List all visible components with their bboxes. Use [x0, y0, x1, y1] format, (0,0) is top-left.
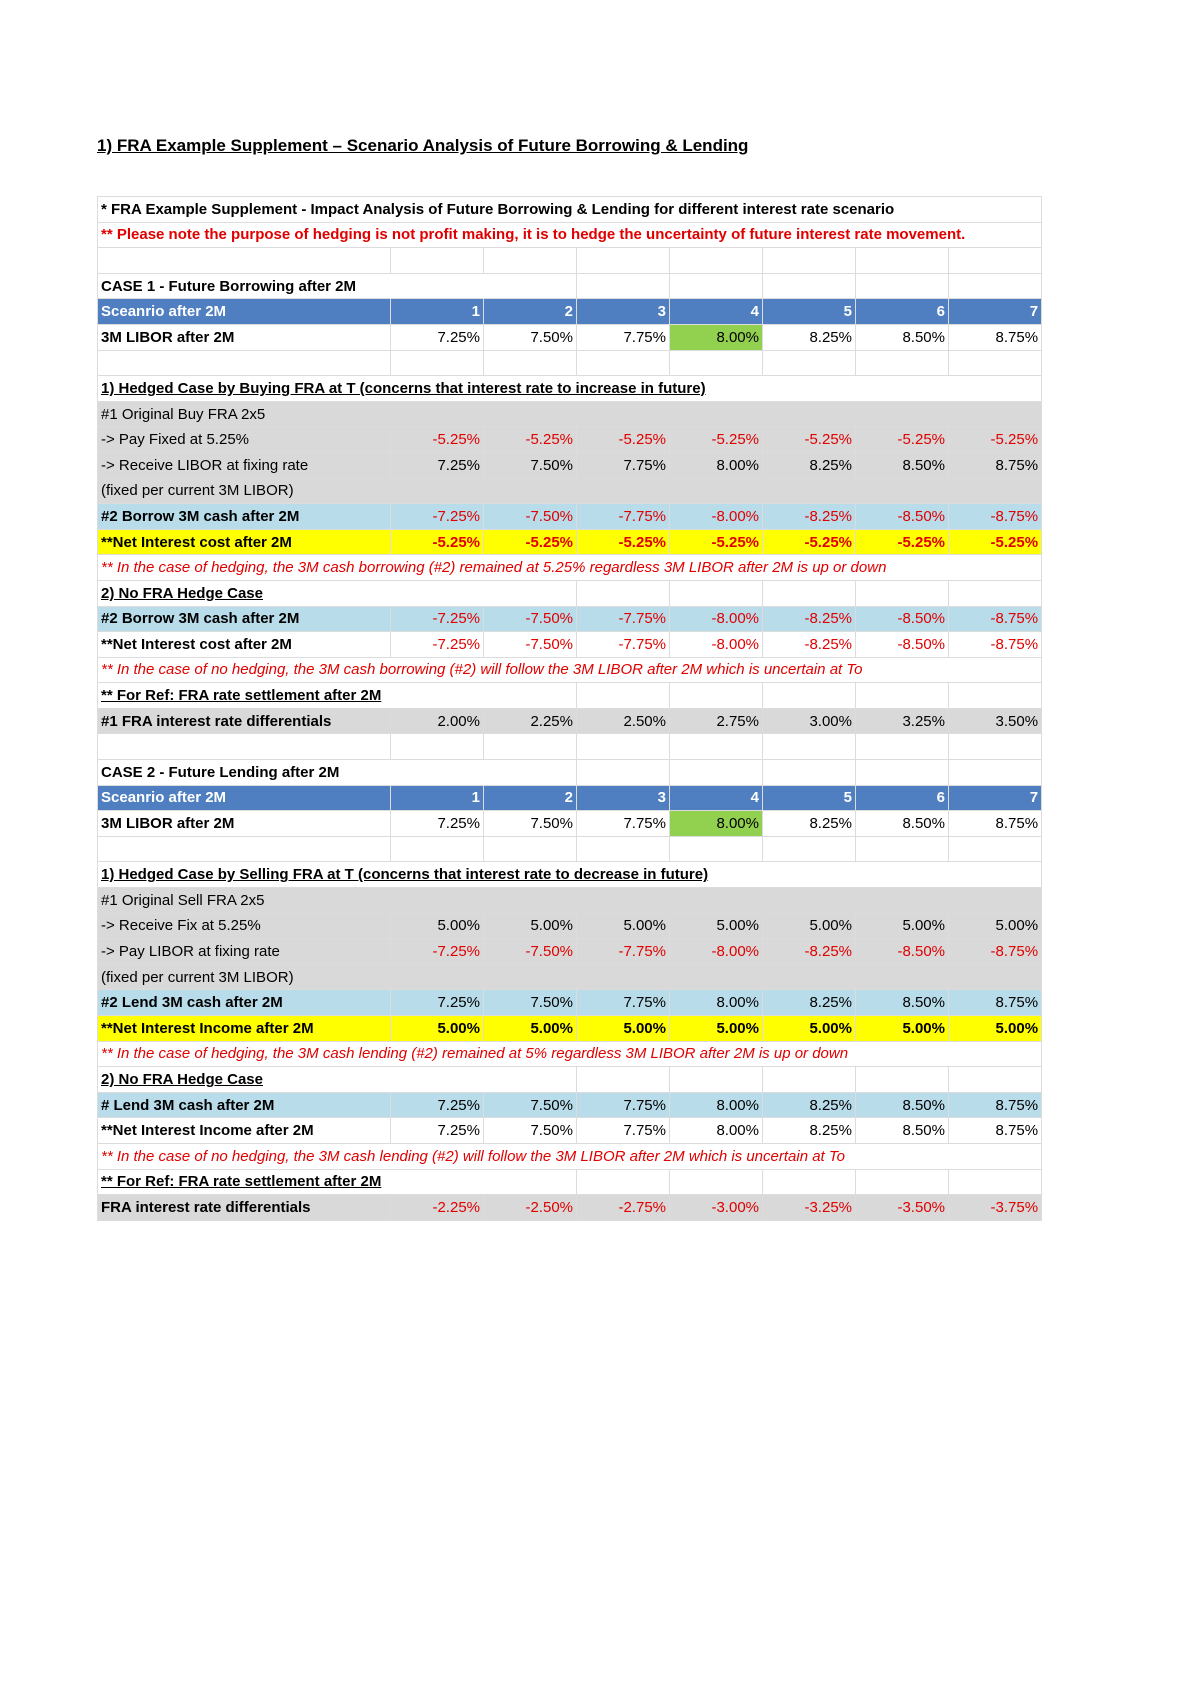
ref-row-value[interactable]: 2.25%: [484, 708, 577, 734]
pay-libor-row-value[interactable]: -8.00%: [670, 939, 763, 965]
empty-cell[interactable]: [670, 683, 763, 709]
empty-cell[interactable]: [391, 248, 484, 274]
empty-cell[interactable]: [763, 580, 856, 606]
original-fra-label[interactable]: #1 Original Sell FRA 2x5: [98, 888, 1042, 914]
scenario-header-value[interactable]: 6: [856, 299, 949, 325]
intro-warning: [98, 222, 1042, 248]
nohedge-net-row-value[interactable]: 7.25%: [391, 1118, 484, 1144]
nohedge-net-row-value[interactable]: -8.75%: [949, 632, 1042, 658]
borrow-row-value[interactable]: -7.50%: [484, 504, 577, 530]
scenario-table: [97, 196, 1042, 1221]
empty-cell[interactable]: [763, 1067, 856, 1093]
empty-cell[interactable]: [670, 734, 763, 760]
net-row: [98, 1016, 1042, 1042]
empty-cell[interactable]: [856, 734, 949, 760]
empty-cell[interactable]: [949, 760, 1042, 786]
spreadsheet: [97, 196, 1041, 1221]
scenario-header: [98, 785, 1042, 811]
net-row-value[interactable]: -5.25%: [577, 529, 670, 555]
scenario-header-value[interactable]: 5: [763, 299, 856, 325]
empty-cell[interactable]: [670, 273, 763, 299]
receive-fix-row-label[interactable]: -> Receive Fix at 5.25%: [98, 913, 391, 939]
receive-fix-row: [98, 913, 1042, 939]
intro-warning-label[interactable]: ** Please note the purpose of hedging is not profit making, it is to hedge the uncertainty of future interest rate movement.: [98, 222, 1042, 248]
scenario-header-label[interactable]: Sceanrio after 2M: [98, 299, 391, 325]
scenario-header-value[interactable]: 7: [949, 785, 1042, 811]
receive-libor-row-value[interactable]: 8.25%: [763, 452, 856, 478]
empty-cell[interactable]: [670, 836, 763, 862]
libor-row-value[interactable]: 7.50%: [484, 324, 577, 350]
net-row-value[interactable]: -5.25%: [670, 529, 763, 555]
empty-cell[interactable]: [98, 248, 391, 274]
nohedge-net-row-label[interactable]: **Net Interest Income after 2M: [98, 1118, 391, 1144]
pay-libor-row-value[interactable]: -8.75%: [949, 939, 1042, 965]
empty-cell[interactable]: [670, 350, 763, 376]
pay-libor-row: [98, 939, 1042, 965]
empty-cell[interactable]: [856, 350, 949, 376]
empty-cell[interactable]: [577, 1169, 670, 1195]
scenario-header: [98, 299, 1042, 325]
pay-libor-row-label[interactable]: -> Pay LIBOR at fixing rate: [98, 939, 391, 965]
scenario-header-value[interactable]: 4: [670, 785, 763, 811]
receive-fix-row-value[interactable]: 5.00%: [856, 913, 949, 939]
receive-fix-row-value[interactable]: 5.00%: [670, 913, 763, 939]
libor-row: [98, 324, 1042, 350]
nohedge-borrow-row-value[interactable]: -8.50%: [856, 606, 949, 632]
empty-row: [98, 836, 1042, 862]
intro-heading-label[interactable]: * FRA Example Supplement - Impact Analysis of Future Borrowing & Lending for different interest rate scenario: [98, 197, 1042, 223]
empty-cell[interactable]: [949, 1169, 1042, 1195]
receive-libor-row-value[interactable]: 7.50%: [484, 452, 577, 478]
pay-fixed-row-value[interactable]: -5.25%: [670, 427, 763, 453]
case-label-label[interactable]: CASE 2 - Future Lending after 2M: [98, 760, 577, 786]
scenario-header-value[interactable]: 6: [856, 785, 949, 811]
empty-cell[interactable]: [856, 760, 949, 786]
libor-row-value[interactable]: 8.25%: [763, 324, 856, 350]
nohedge-net-row: [98, 1118, 1042, 1144]
receive-libor-row-value[interactable]: 7.75%: [577, 452, 670, 478]
nohedge-lend-row-value[interactable]: 8.00%: [670, 1092, 763, 1118]
libor-row-label[interactable]: 3M LIBOR after 2M: [98, 324, 391, 350]
net-row-value[interactable]: -5.25%: [391, 529, 484, 555]
empty-cell[interactable]: [577, 273, 670, 299]
nohedge-lend-row-value[interactable]: 8.75%: [949, 1092, 1042, 1118]
empty-cell[interactable]: [856, 580, 949, 606]
empty-cell[interactable]: [856, 836, 949, 862]
lend-row-value[interactable]: 7.25%: [391, 990, 484, 1016]
hedged-note: [98, 555, 1042, 581]
empty-cell[interactable]: [484, 350, 577, 376]
empty-cell[interactable]: [949, 683, 1042, 709]
libor-row-value[interactable]: 7.75%: [577, 324, 670, 350]
intro-heading: [98, 197, 1042, 223]
ref-title: [98, 683, 1042, 709]
ref-row-value[interactable]: -3.25%: [763, 1195, 856, 1221]
nohedge-borrow-row-value[interactable]: -7.50%: [484, 606, 577, 632]
net-row-label[interactable]: **Net Interest cost after 2M: [98, 529, 391, 555]
empty-cell[interactable]: [949, 1067, 1042, 1093]
receive-fix-row-value[interactable]: 5.00%: [391, 913, 484, 939]
empty-row: [98, 734, 1042, 760]
scenario-header-value[interactable]: 7: [949, 299, 1042, 325]
nohedge-net-row-value[interactable]: 8.75%: [949, 1118, 1042, 1144]
nohedge-net-row-value[interactable]: 7.75%: [577, 1118, 670, 1144]
receive-fix-row-value[interactable]: 5.00%: [949, 913, 1042, 939]
nohedge-title: [98, 1067, 1042, 1093]
nohedge-net-row-value[interactable]: 8.50%: [856, 1118, 949, 1144]
net-row-value[interactable]: 5.00%: [763, 1016, 856, 1042]
empty-cell[interactable]: [484, 734, 577, 760]
borrow-row-value[interactable]: -8.00%: [670, 504, 763, 530]
case-label: [98, 760, 1042, 786]
empty-cell[interactable]: [670, 1067, 763, 1093]
ref-title-label[interactable]: ** For Ref: FRA rate settlement after 2M: [98, 1169, 577, 1195]
case-label-label[interactable]: CASE 1 - Future Borrowing after 2M: [98, 273, 577, 299]
ref-row-value[interactable]: -3.75%: [949, 1195, 1042, 1221]
hedged-title-label[interactable]: 1) Hedged Case by Buying FRA at T (concerns that interest rate to increase in future): [98, 376, 1042, 402]
empty-cell[interactable]: [949, 836, 1042, 862]
empty-cell[interactable]: [98, 350, 391, 376]
empty-cell[interactable]: [856, 248, 949, 274]
page-title: 1) FRA Example Supplement – Scenario Analysis of Future Borrowing & Lending: [97, 136, 749, 155]
net-row-value[interactable]: 5.00%: [484, 1016, 577, 1042]
scenario-header-value[interactable]: 1: [391, 299, 484, 325]
ref-row: [98, 1195, 1042, 1221]
receive-libor-row-value[interactable]: 7.25%: [391, 452, 484, 478]
nohedge-title-label[interactable]: 2) No FRA Hedge Case: [98, 1067, 577, 1093]
nohedge-borrow-row: [98, 606, 1042, 632]
nohedge-title: [98, 580, 1042, 606]
pay-fixed-row: [98, 427, 1042, 453]
pay-libor-row-value[interactable]: -7.25%: [391, 939, 484, 965]
libor-row-value[interactable]: 8.75%: [949, 811, 1042, 837]
empty-cell[interactable]: [763, 683, 856, 709]
empty-row: [98, 350, 1042, 376]
libor-row-value[interactable]: 7.75%: [577, 811, 670, 837]
ref-row-value[interactable]: 2.00%: [391, 708, 484, 734]
libor-row: [98, 811, 1042, 837]
ref-row-value[interactable]: -2.75%: [577, 1195, 670, 1221]
fixed-note-label[interactable]: (fixed per current 3M LIBOR): [98, 964, 1042, 990]
pay-fixed-row-value[interactable]: -5.25%: [763, 427, 856, 453]
nohedge-lend-row-value[interactable]: 8.25%: [763, 1092, 856, 1118]
empty-cell[interactable]: [949, 350, 1042, 376]
original-fra: [98, 401, 1042, 427]
ref-row-value[interactable]: 2.75%: [670, 708, 763, 734]
libor-row-value[interactable]: 8.50%: [856, 811, 949, 837]
empty-cell[interactable]: [98, 836, 391, 862]
fixed-note: [98, 964, 1042, 990]
hedged-title: [98, 862, 1042, 888]
nohedge-net-row-value[interactable]: -8.00%: [670, 632, 763, 658]
nohedge-net-row-value[interactable]: -7.75%: [577, 632, 670, 658]
libor-row-value[interactable]: 7.25%: [391, 324, 484, 350]
lend-row-value[interactable]: 7.50%: [484, 990, 577, 1016]
net-row-label[interactable]: **Net Interest Income after 2M: [98, 1016, 391, 1042]
empty-cell[interactable]: [577, 683, 670, 709]
empty-cell[interactable]: [670, 1169, 763, 1195]
ref-row-label[interactable]: FRA interest rate differentials: [98, 1195, 391, 1221]
nohedge-note: [98, 657, 1042, 683]
empty-cell[interactable]: [763, 760, 856, 786]
empty-cell[interactable]: [577, 580, 670, 606]
borrow-row-value[interactable]: -8.50%: [856, 504, 949, 530]
empty-cell[interactable]: [577, 760, 670, 786]
empty-cell[interactable]: [577, 248, 670, 274]
nohedge-net-row-label[interactable]: **Net Interest cost after 2M: [98, 632, 391, 658]
empty-row: [98, 248, 1042, 274]
nohedge-title-label[interactable]: 2) No FRA Hedge Case: [98, 580, 577, 606]
empty-cell[interactable]: [856, 1169, 949, 1195]
nohedge-lend-row-value[interactable]: 8.50%: [856, 1092, 949, 1118]
case-label: [98, 273, 1042, 299]
scenario-header-value[interactable]: 1: [391, 785, 484, 811]
empty-cell[interactable]: [763, 248, 856, 274]
borrow-row: [98, 504, 1042, 530]
libor-row-value[interactable]: 8.50%: [856, 324, 949, 350]
libor-row-value[interactable]: 8.00%: [670, 324, 763, 350]
net-row-value[interactable]: -5.25%: [484, 529, 577, 555]
ref-row-value[interactable]: 3.50%: [949, 708, 1042, 734]
receive-libor-row-value[interactable]: 8.50%: [856, 452, 949, 478]
receive-libor-row-value[interactable]: 8.75%: [949, 452, 1042, 478]
nohedge-net-row-value[interactable]: 8.25%: [763, 1118, 856, 1144]
ref-row-value[interactable]: 3.00%: [763, 708, 856, 734]
empty-cell[interactable]: [484, 836, 577, 862]
scenario-header-value[interactable]: 4: [670, 299, 763, 325]
ref-row-value[interactable]: 2.50%: [577, 708, 670, 734]
nohedge-borrow-row-label[interactable]: #2 Borrow 3M cash after 2M: [98, 606, 391, 632]
pay-fixed-row-label[interactable]: -> Pay Fixed at 5.25%: [98, 427, 391, 453]
empty-cell[interactable]: [98, 734, 391, 760]
ref-row: [98, 708, 1042, 734]
empty-cell[interactable]: [856, 1067, 949, 1093]
net-row: [98, 529, 1042, 555]
empty-cell[interactable]: [391, 836, 484, 862]
pay-libor-row-value[interactable]: -7.50%: [484, 939, 577, 965]
lend-row-label[interactable]: #2 Lend 3M cash after 2M: [98, 990, 391, 1016]
scenario-header-value[interactable]: 2: [484, 299, 577, 325]
empty-cell[interactable]: [484, 248, 577, 274]
ref-row-value[interactable]: 3.25%: [856, 708, 949, 734]
scenario-header-value[interactable]: 3: [577, 785, 670, 811]
receive-fix-row-value[interactable]: 5.00%: [484, 913, 577, 939]
ref-row-value[interactable]: -2.25%: [391, 1195, 484, 1221]
net-row-value[interactable]: 5.00%: [577, 1016, 670, 1042]
empty-cell[interactable]: [949, 273, 1042, 299]
pay-fixed-row-value[interactable]: -5.25%: [949, 427, 1042, 453]
net-row-value[interactable]: -5.25%: [763, 529, 856, 555]
receive-libor-row-value[interactable]: 8.00%: [670, 452, 763, 478]
net-row-value[interactable]: 5.00%: [949, 1016, 1042, 1042]
nohedge-lend-row-value[interactable]: 7.25%: [391, 1092, 484, 1118]
empty-cell[interactable]: [670, 580, 763, 606]
pay-libor-row-value[interactable]: -8.50%: [856, 939, 949, 965]
borrow-row-label[interactable]: #2 Borrow 3M cash after 2M: [98, 504, 391, 530]
receive-libor-row: [98, 452, 1042, 478]
hedged-title-label[interactable]: 1) Hedged Case by Selling FRA at T (concerns that interest rate to decrease in future): [98, 862, 1042, 888]
pay-fixed-row-value[interactable]: -5.25%: [577, 427, 670, 453]
ref-row-label[interactable]: #1 FRA interest rate differentials: [98, 708, 391, 734]
empty-cell[interactable]: [670, 760, 763, 786]
empty-cell[interactable]: [763, 1169, 856, 1195]
ref-row-value[interactable]: -2.50%: [484, 1195, 577, 1221]
lend-row-value[interactable]: 7.75%: [577, 990, 670, 1016]
net-row-value[interactable]: 5.00%: [670, 1016, 763, 1042]
original-fra-label[interactable]: #1 Original Buy FRA 2x5: [98, 401, 1042, 427]
scenario-header-value[interactable]: 3: [577, 299, 670, 325]
borrow-row-value[interactable]: -7.75%: [577, 504, 670, 530]
empty-cell[interactable]: [577, 836, 670, 862]
libor-row-value[interactable]: 7.25%: [391, 811, 484, 837]
borrow-row-value[interactable]: -8.25%: [763, 504, 856, 530]
empty-cell[interactable]: [763, 350, 856, 376]
empty-cell[interactable]: [763, 836, 856, 862]
nohedge-net-row-value[interactable]: 8.00%: [670, 1118, 763, 1144]
empty-cell[interactable]: [856, 273, 949, 299]
nohedge-net-row-value[interactable]: -7.25%: [391, 632, 484, 658]
pay-libor-row-value[interactable]: -8.25%: [763, 939, 856, 965]
nohedge-borrow-row-value[interactable]: -8.00%: [670, 606, 763, 632]
hedged-note-label[interactable]: ** In the case of hedging, the 3M cash lending (#2) remained at 5% regardless 3M LIBOR after 2M is up or down: [98, 1041, 1042, 1067]
ref-row-value[interactable]: -3.00%: [670, 1195, 763, 1221]
pay-fixed-row-value[interactable]: -5.25%: [484, 427, 577, 453]
nohedge-lend-row-label[interactable]: # Lend 3M cash after 2M: [98, 1092, 391, 1118]
empty-cell[interactable]: [949, 248, 1042, 274]
libor-row-value[interactable]: 8.25%: [763, 811, 856, 837]
nohedge-note-label[interactable]: ** In the case of no hedging, the 3M cash lending (#2) will follow the 3M LIBOR after 2M which is uncertain at To: [98, 1143, 1042, 1169]
lend-row-value[interactable]: 8.50%: [856, 990, 949, 1016]
empty-cell[interactable]: [391, 350, 484, 376]
net-row-value[interactable]: 5.00%: [856, 1016, 949, 1042]
nohedge-borrow-row-value[interactable]: -7.25%: [391, 606, 484, 632]
net-row-value[interactable]: -5.25%: [856, 529, 949, 555]
nohedge-borrow-row-value[interactable]: -7.75%: [577, 606, 670, 632]
fixed-note-label[interactable]: (fixed per current 3M LIBOR): [98, 478, 1042, 504]
scenario-header-value[interactable]: 2: [484, 785, 577, 811]
empty-cell[interactable]: [670, 248, 763, 274]
empty-cell[interactable]: [391, 734, 484, 760]
empty-cell[interactable]: [949, 580, 1042, 606]
nohedge-net-row-value[interactable]: -8.25%: [763, 632, 856, 658]
empty-cell[interactable]: [577, 734, 670, 760]
ref-title: [98, 1169, 1042, 1195]
receive-fix-row-value[interactable]: 5.00%: [577, 913, 670, 939]
libor-row-value[interactable]: 8.00%: [670, 811, 763, 837]
libor-row-value[interactable]: 8.75%: [949, 324, 1042, 350]
borrow-row-value[interactable]: -7.25%: [391, 504, 484, 530]
net-row-value[interactable]: 5.00%: [391, 1016, 484, 1042]
borrow-row-value[interactable]: -8.75%: [949, 504, 1042, 530]
lend-row: [98, 990, 1042, 1016]
nohedge-borrow-row-value[interactable]: -8.75%: [949, 606, 1042, 632]
empty-cell[interactable]: [856, 683, 949, 709]
nohedge-net-row: [98, 632, 1042, 658]
original-fra: [98, 888, 1042, 914]
nohedge-lend-row: [98, 1092, 1042, 1118]
hedged-note: [98, 1041, 1042, 1067]
pay-fixed-row-value[interactable]: -5.25%: [856, 427, 949, 453]
nohedge-lend-row-value[interactable]: 7.50%: [484, 1092, 577, 1118]
empty-cell[interactable]: [577, 1067, 670, 1093]
empty-cell[interactable]: [763, 734, 856, 760]
nohedge-lend-row-value[interactable]: 7.75%: [577, 1092, 670, 1118]
hedged-title: [98, 376, 1042, 402]
lend-row-value[interactable]: 8.25%: [763, 990, 856, 1016]
ref-row-value[interactable]: -3.50%: [856, 1195, 949, 1221]
scenario-header-value[interactable]: 5: [763, 785, 856, 811]
libor-row-label[interactable]: 3M LIBOR after 2M: [98, 811, 391, 837]
empty-cell[interactable]: [949, 734, 1042, 760]
nohedge-borrow-row-value[interactable]: -8.25%: [763, 606, 856, 632]
nohedge-net-row-value[interactable]: -7.50%: [484, 632, 577, 658]
receive-fix-row-value[interactable]: 5.00%: [763, 913, 856, 939]
lend-row-value[interactable]: 8.75%: [949, 990, 1042, 1016]
scenario-header-label[interactable]: Sceanrio after 2M: [98, 785, 391, 811]
libor-row-value[interactable]: 7.50%: [484, 811, 577, 837]
empty-cell[interactable]: [577, 350, 670, 376]
fixed-note: [98, 478, 1042, 504]
hedged-note-label[interactable]: ** In the case of hedging, the 3M cash borrowing (#2) remained at 5.25% regardless 3M LIBOR after 2M is up or down: [98, 555, 1042, 581]
pay-fixed-row-value[interactable]: -5.25%: [391, 427, 484, 453]
nohedge-note-label[interactable]: ** In the case of no hedging, the 3M cash borrowing (#2) will follow the 3M LIBOR after 2M which is uncertain at To: [98, 657, 1042, 683]
nohedge-net-row-value[interactable]: -8.50%: [856, 632, 949, 658]
lend-row-value[interactable]: 8.00%: [670, 990, 763, 1016]
nohedge-net-row-value[interactable]: 7.50%: [484, 1118, 577, 1144]
pay-libor-row-value[interactable]: -7.75%: [577, 939, 670, 965]
ref-title-label[interactable]: ** For Ref: FRA rate settlement after 2M: [98, 683, 577, 709]
receive-libor-row-label[interactable]: -> Receive LIBOR at fixing rate: [98, 452, 391, 478]
net-row-value[interactable]: -5.25%: [949, 529, 1042, 555]
nohedge-note: [98, 1143, 1042, 1169]
empty-cell[interactable]: [763, 273, 856, 299]
